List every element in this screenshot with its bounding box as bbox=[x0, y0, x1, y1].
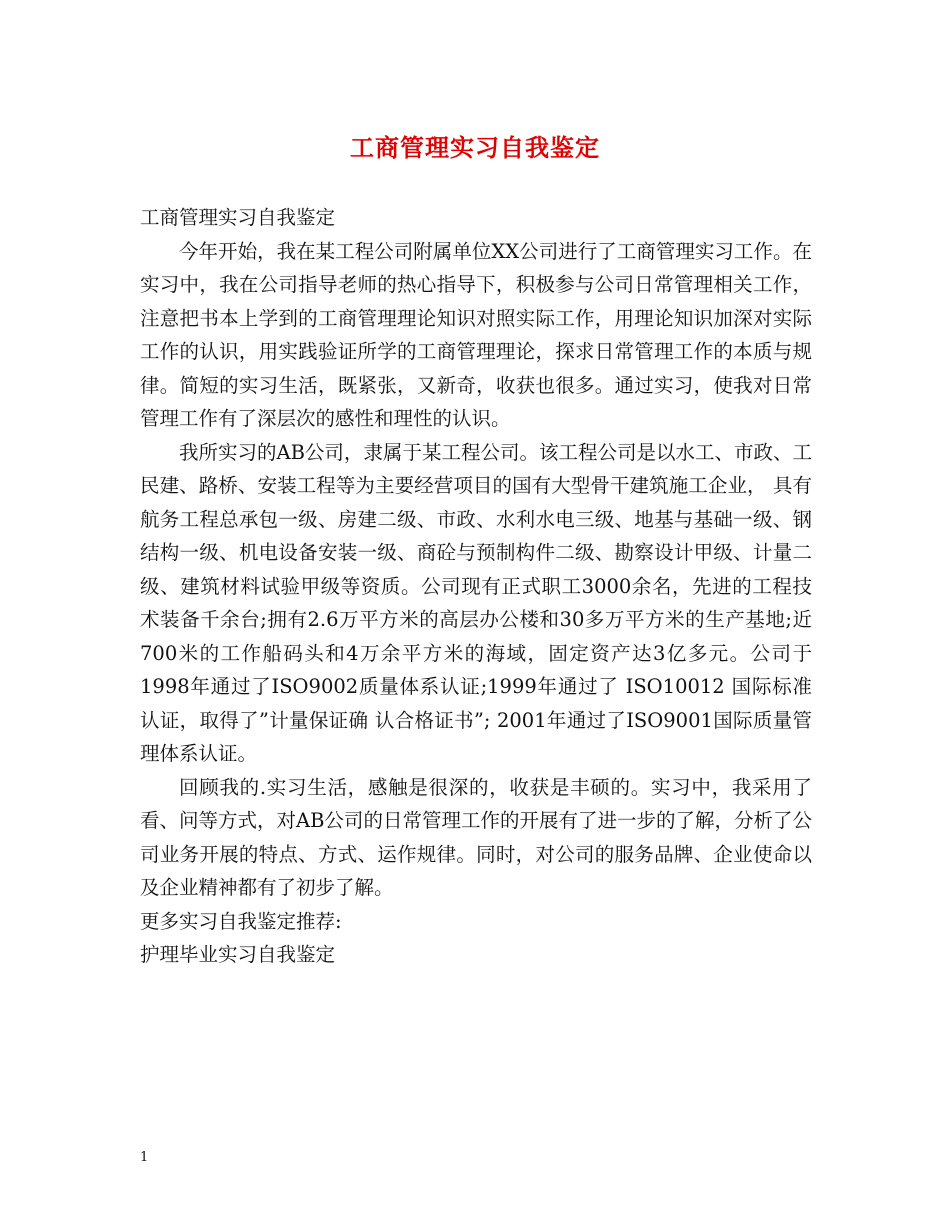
more-recommendations-label: 更多实习自我鉴定推荐: bbox=[140, 909, 342, 933]
paragraph-2: 我所实习的AB公司，隶属于某工程公司。该工程公司是以水工、市政、工民建、路桥、安装工程等为主要经营项目的国有大型骨干建筑施工企业， 具有航务工程总承包一级、房建二级、市政、水利水电三级、地基与基础一级、钢结构一级、机电设备安装一级、商砼与预制构件二级、勘察设计甲级、计量二级、建筑材料试验甲级等资质。公司现有正式职工3000余名，先进的工程技术装备千余台;拥有2.6万平方米的高层办公楼和30多万平方米的生产基地;近 700米的工作船码头和4万余平方米的海域，固定资产达3亿多元。公司于1998年通过了ISO9002质量体系认证;1999年通过了 ISO10012 国际标准认证，取得了”计量保证确 认合格证书”; 2001年通过了ISO9001国际质量管理体系认证。 bbox=[140, 440, 812, 765]
paragraph-1: 今年开始，我在某工程公司附属单位XX公司进行了工商管理实习工作。在实习中，我在公司指导老师的热心指导下，积极参与公司日常管理相关工作，注意把书本上学到的工商管理理论知识对照实际工作，用理论知识加深对实际工作的认识，用实践验证所学的工商管理理论，探求日常管理工作的本质与规律。简短的实习生活，既紧张，又新奇，收获也很多。通过实习，使我对日常管理工作有了深层次的感性和理性的认识。 bbox=[140, 239, 812, 430]
related-article-link[interactable]: 护理毕业实习自我鉴定 bbox=[140, 943, 336, 966]
paragraph-3: 回顾我的.实习生活，感触是很深的，收获是丰硕的。实习中，我采用了看、问等方式，对AB公司的日常管理工作的开展有了进一步的了解，分析了公司业务开展的特点、方式、运作规律。同时，对公司的服务品牌、企业使命以及企业精神都有了初步了解。 bbox=[140, 775, 812, 899]
document-body bbox=[140, 201, 812, 972]
document-title: 工商管理实习自我鉴定 bbox=[350, 133, 600, 162]
page-number: 1 bbox=[140, 1150, 149, 1165]
section-heading: 工商管理实习自我鉴定 bbox=[140, 206, 336, 229]
